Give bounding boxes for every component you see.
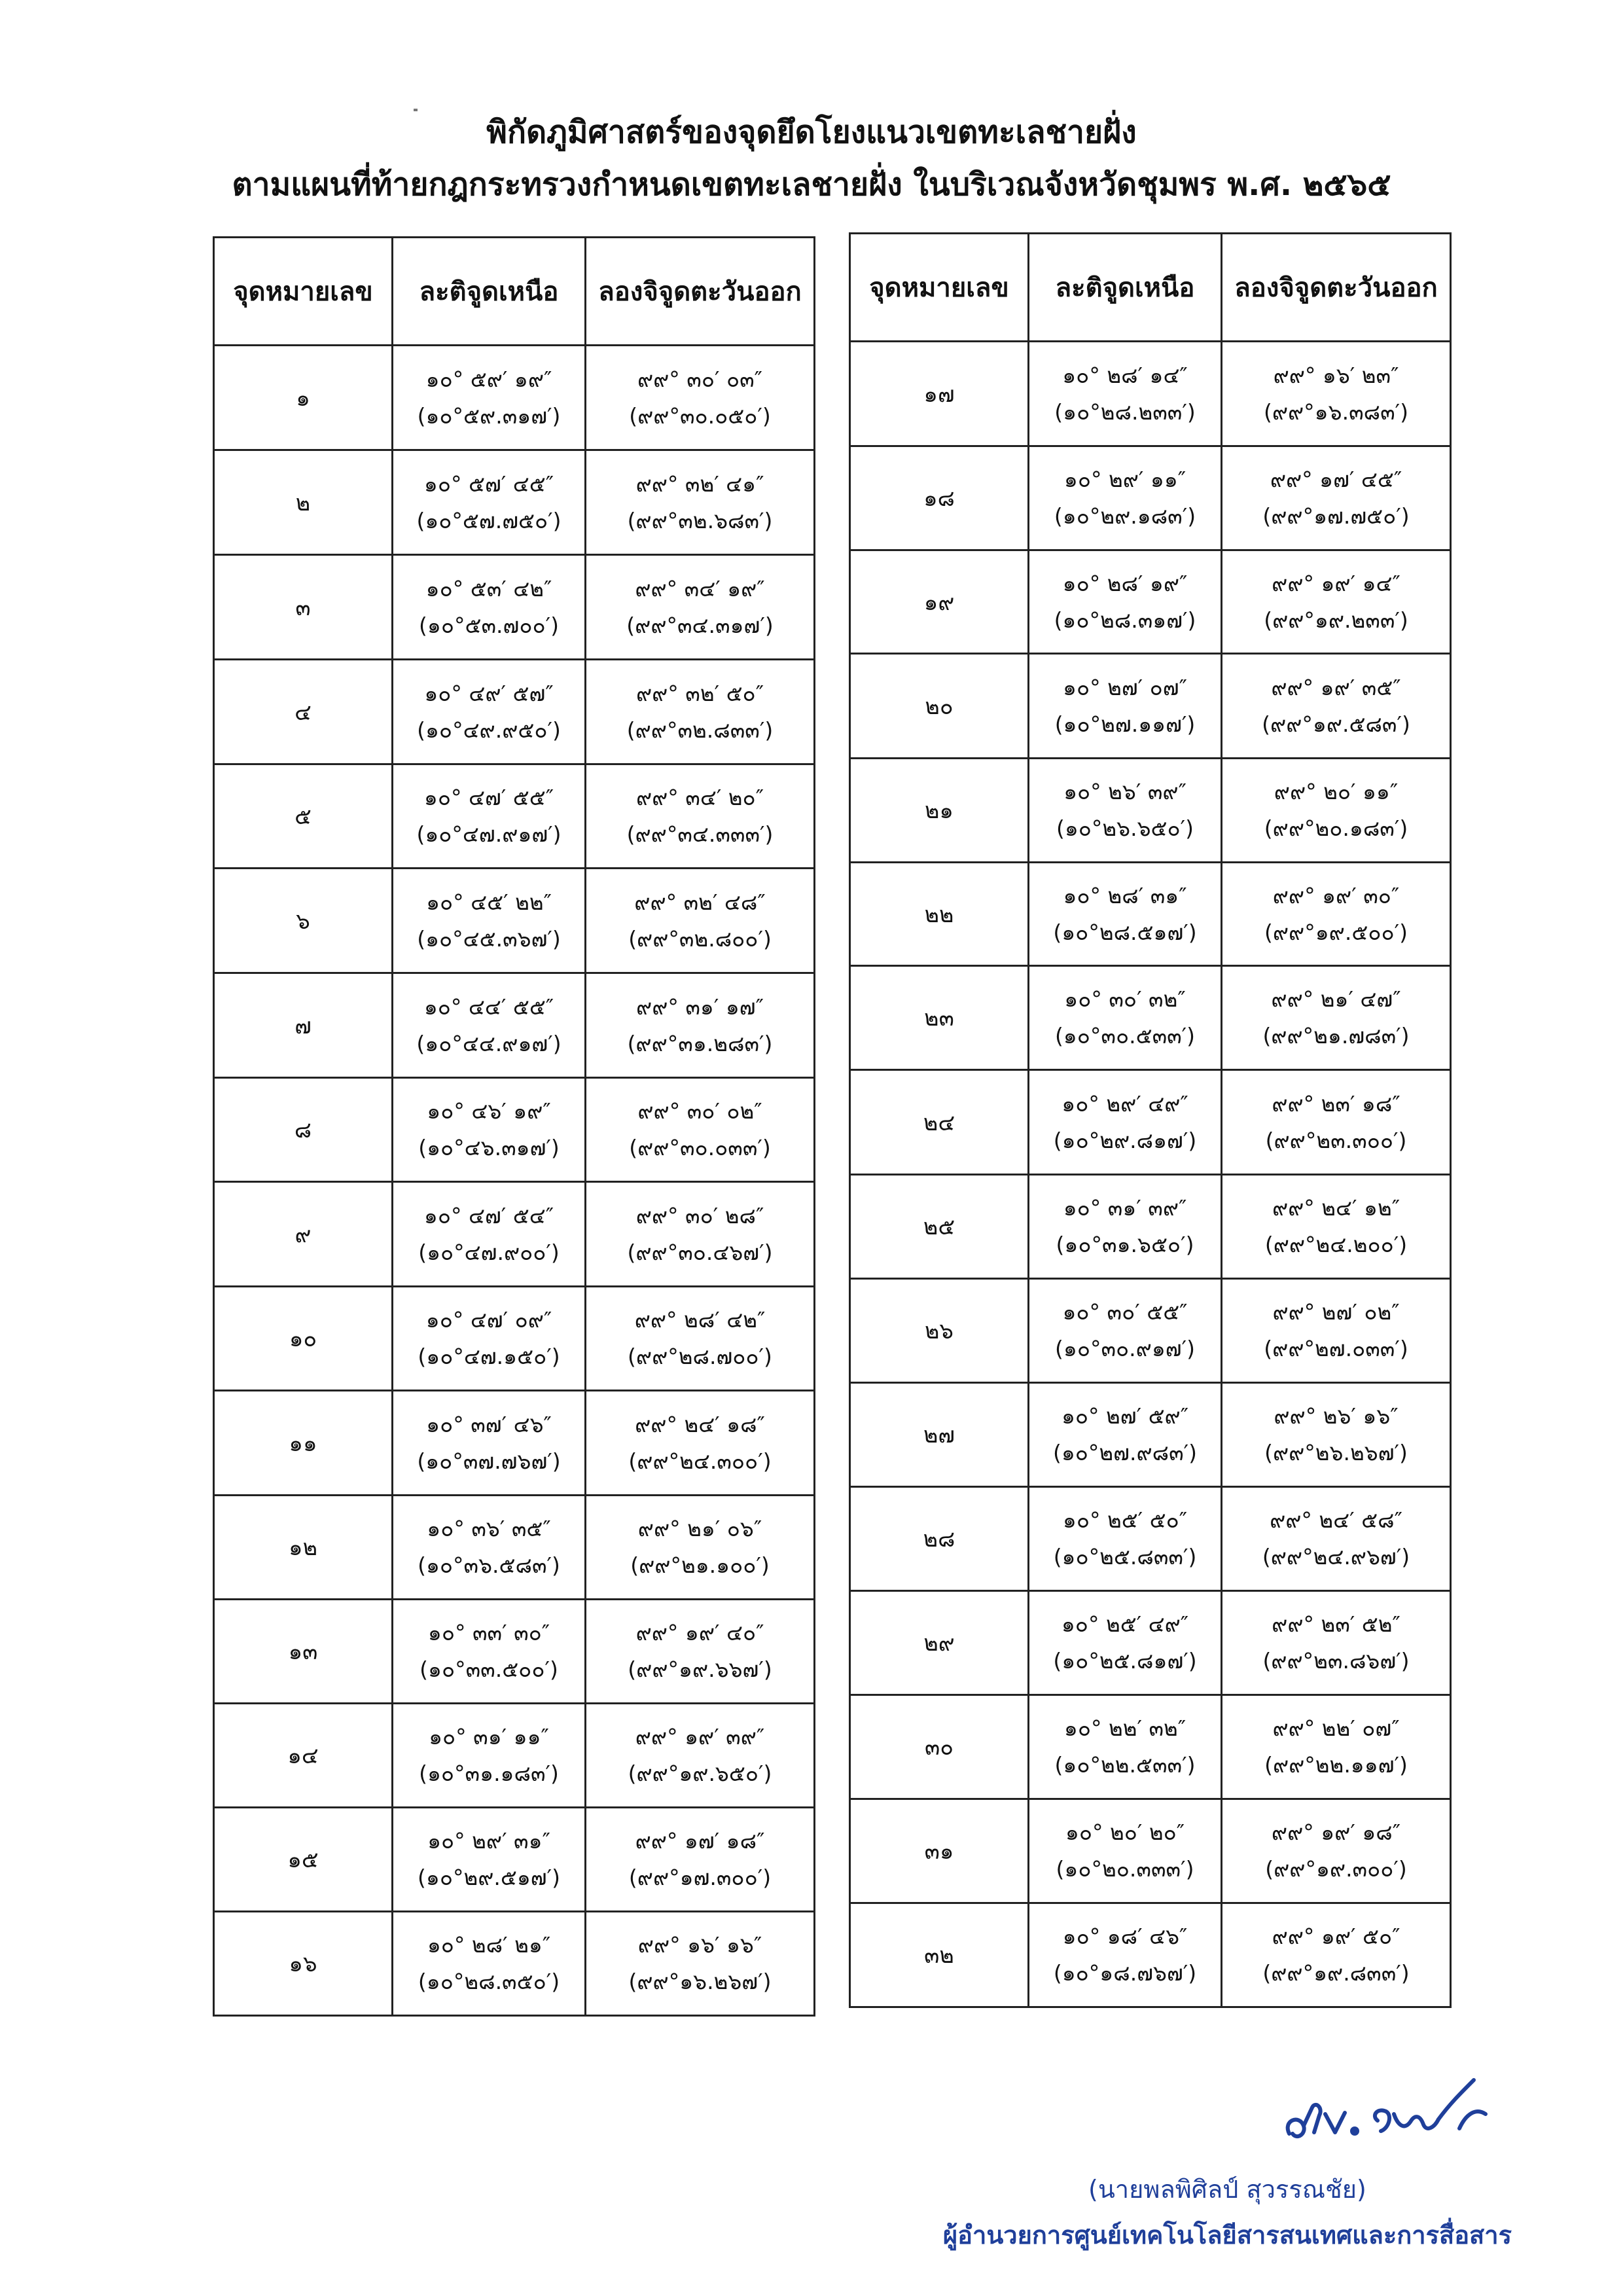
point-number: ๑๒ bbox=[214, 1496, 393, 1600]
latitude-cell bbox=[1029, 342, 1222, 446]
latitude-decimal: (๑๐°๒๖.๖๕๐′) bbox=[1056, 816, 1194, 841]
latitude-cell bbox=[1029, 446, 1222, 550]
header-point-number: จุดหมายเลข bbox=[214, 238, 393, 346]
latitude-dms: ๑๐° ๓๐′ ๕๕″ bbox=[1062, 1299, 1188, 1325]
longitude-dms: ๙๙° ๑๙′ ๓๐″ bbox=[1272, 882, 1400, 908]
latitude-dms: ๑๐° ๔๕′ ๒๒″ bbox=[426, 889, 552, 915]
latitude-decimal: (๑๐°๕๓.๗๐๐′) bbox=[419, 612, 559, 638]
latitude-decimal: (๑๐°๒๒.๕๓๓′) bbox=[1054, 1752, 1196, 1778]
latitude-dms: ๑๐° ๕๙′ ๑๙″ bbox=[425, 366, 552, 392]
latitude-cell bbox=[393, 869, 586, 973]
point-number: ๒๔ bbox=[850, 1070, 1029, 1175]
latitude-decimal: (๑๐°๒๘.๓๕๐′) bbox=[418, 1969, 560, 1994]
table-row bbox=[850, 550, 1451, 654]
table-row bbox=[850, 1695, 1451, 1799]
latitude-decimal: (๑๐°๓๑.๑๘๓′) bbox=[419, 1761, 559, 1786]
latitude-decimal: (๑๐°๔๗.๑๕๐′) bbox=[418, 1344, 560, 1369]
longitude-dms: ๙๙° ๒๖′ ๑๖″ bbox=[1274, 1403, 1399, 1429]
latitude-cell bbox=[393, 1182, 586, 1287]
latitude-cell bbox=[1029, 1175, 1222, 1279]
longitude-decimal: (๙๙°๒๗.๐๓๓′) bbox=[1264, 1336, 1408, 1361]
point-number: ๒๗ bbox=[850, 1383, 1029, 1487]
point-number: ๓๑ bbox=[850, 1799, 1029, 1903]
longitude-cell bbox=[1222, 1903, 1451, 2007]
latitude-decimal: (๑๐°๓๖.๕๘๓′) bbox=[418, 1552, 560, 1578]
longitude-decimal: (๙๙°๒๒.๑๑๗′) bbox=[1264, 1752, 1408, 1778]
latitude-dms: ๑๐° ๒๐′ ๒๐″ bbox=[1065, 1820, 1185, 1845]
table-row bbox=[214, 450, 815, 555]
latitude-dms: ๑๐° ๒๘′ ๒๑″ bbox=[427, 1932, 551, 1958]
point-number: ๑๗ bbox=[850, 342, 1029, 446]
latitude-cell bbox=[1029, 1279, 1222, 1383]
table-row bbox=[850, 1279, 1451, 1383]
longitude-cell bbox=[1222, 966, 1451, 1070]
longitude-cell bbox=[1222, 1383, 1451, 1487]
longitude-cell bbox=[586, 346, 815, 450]
table-row bbox=[214, 1600, 815, 1704]
handwritten-signature bbox=[1263, 2068, 1512, 2160]
table-row bbox=[214, 1182, 815, 1287]
longitude-decimal: (๙๙°๓๐.๐๓๓′) bbox=[629, 1135, 771, 1160]
longitude-decimal: (๙๙°๒๔.๓๐๐′) bbox=[628, 1448, 772, 1474]
longitude-decimal: (๙๙°๓๔.๓๓๓′) bbox=[626, 821, 774, 847]
table-row bbox=[850, 1799, 1451, 1903]
table-row bbox=[850, 1487, 1451, 1591]
signatory-position: ผู้อำนวยการศูนย์เทคโนโลยีสารสนเทศและการสื่อสาร bbox=[942, 2221, 1512, 2250]
longitude-cell bbox=[1222, 1070, 1451, 1175]
latitude-dms: ๑๐° ๓๗′ ๔๖″ bbox=[426, 1411, 552, 1437]
latitude-dms: ๑๐° ๒๙′ ๓๑″ bbox=[427, 1828, 550, 1854]
point-number: ๖ bbox=[214, 869, 393, 973]
longitude-cell bbox=[586, 764, 815, 869]
latitude-dms: ๑๐° ๔๙′ ๕๗″ bbox=[424, 680, 554, 706]
longitude-cell bbox=[1222, 759, 1451, 863]
point-number: ๙ bbox=[214, 1182, 393, 1287]
longitude-dms: ๙๙° ๒๔′ ๑๘″ bbox=[635, 1411, 765, 1437]
point-number: ๕ bbox=[214, 764, 393, 869]
latitude-cell bbox=[1029, 1695, 1222, 1799]
point-number: ๓ bbox=[214, 555, 393, 660]
longitude-decimal: (๙๙°๑๙.๕๘๓′) bbox=[1262, 711, 1410, 737]
point-number: ๘ bbox=[214, 1078, 393, 1182]
longitude-dms: ๙๙° ๑๖′ ๑๖″ bbox=[637, 1932, 762, 1958]
point-number: ๑๘ bbox=[850, 446, 1029, 550]
longitude-dms: ๙๙° ๑๙′ ๓๙″ bbox=[635, 1724, 765, 1749]
latitude-cell bbox=[1029, 966, 1222, 1070]
longitude-decimal: (๙๙°๒๔.๙๖๗′) bbox=[1262, 1544, 1410, 1570]
coordinates-table-left bbox=[213, 236, 815, 2017]
longitude-dms: ๙๙° ๑๗′ ๔๕″ bbox=[1270, 467, 1402, 492]
longitude-cell bbox=[1222, 1591, 1451, 1695]
longitude-cell bbox=[1222, 1175, 1451, 1279]
latitude-decimal: (๑๐°๔๔.๙๑๗′) bbox=[416, 1030, 562, 1056]
latitude-cell bbox=[1029, 1799, 1222, 1903]
latitude-decimal: (๑๐°๒๘.๒๓๓′) bbox=[1054, 399, 1196, 425]
longitude-decimal: (๙๙°๓๒.๘๐๐′) bbox=[628, 925, 772, 952]
table-row bbox=[214, 869, 815, 973]
latitude-dms: ๑๐° ๒๒′ ๓๒″ bbox=[1063, 1715, 1186, 1741]
latitude-decimal: (๑๐°๔๗.๙๐๐′) bbox=[418, 1239, 560, 1265]
longitude-cell bbox=[1222, 1279, 1451, 1383]
latitude-dms: ๑๐° ๔๗′ ๕๔″ bbox=[423, 1202, 554, 1229]
longitude-dms: ๙๙° ๓๒′ ๔๘″ bbox=[634, 889, 766, 915]
point-number: ๒๖ bbox=[850, 1279, 1029, 1383]
latitude-dms: ๑๐° ๒๗′ ๕๙″ bbox=[1061, 1403, 1189, 1429]
longitude-dms: ๙๙° ๓๔′ ๒๐″ bbox=[635, 785, 764, 810]
point-number: ๒๕ bbox=[850, 1175, 1029, 1279]
latitude-cell bbox=[393, 660, 586, 764]
latitude-decimal: (๑๐°๒๙.๕๑๗′) bbox=[418, 1865, 560, 1890]
longitude-decimal: (๙๙°๒๓.๘๖๗′) bbox=[1262, 1648, 1410, 1674]
latitude-cell bbox=[393, 973, 586, 1078]
latitude-decimal: (๑๐°๒๙.๑๘๓′) bbox=[1054, 503, 1196, 529]
latitude-cell bbox=[393, 1078, 586, 1182]
latitude-dms: ๑๐° ๓๐′ ๓๒″ bbox=[1064, 986, 1186, 1012]
table-row bbox=[850, 654, 1451, 759]
point-number: ๒๙ bbox=[850, 1591, 1029, 1695]
longitude-dms: ๙๙° ๓๔′ ๑๙″ bbox=[635, 575, 765, 601]
table-row bbox=[214, 555, 815, 660]
latitude-dms: ๑๐° ๒๘′ ๑๔″ bbox=[1062, 362, 1188, 388]
table-row bbox=[850, 342, 1451, 446]
point-number: ๑๙ bbox=[850, 550, 1029, 654]
latitude-decimal: (๑๐°๒๘.๓๑๗′) bbox=[1054, 607, 1196, 633]
table-row bbox=[214, 1496, 815, 1600]
longitude-dms: ๙๙° ๒๘′ ๔๒″ bbox=[634, 1307, 766, 1333]
longitude-cell bbox=[586, 1391, 815, 1496]
point-number: ๒ bbox=[214, 450, 393, 555]
longitude-dms: ๙๙° ๒๓′ ๑๘″ bbox=[1272, 1090, 1400, 1117]
point-number: ๑๖ bbox=[214, 1912, 393, 2016]
longitude-cell bbox=[586, 1600, 815, 1704]
longitude-cell bbox=[586, 1496, 815, 1600]
latitude-cell bbox=[393, 1704, 586, 1808]
longitude-decimal: (๙๙°๓๒.๘๓๓′) bbox=[626, 717, 774, 743]
longitude-decimal: (๙๙°๓๒.๖๘๓′) bbox=[627, 507, 773, 533]
latitude-dms: ๑๐° ๓๖′ ๓๕″ bbox=[427, 1516, 551, 1541]
longitude-cell bbox=[586, 1912, 815, 2016]
table-row bbox=[214, 1287, 815, 1391]
latitude-dms: ๑๐° ๓๑′ ๓๙″ bbox=[1063, 1195, 1187, 1221]
header-longitude: ลองจิจูดตะวันออก bbox=[1222, 234, 1451, 342]
longitude-cell bbox=[586, 869, 815, 973]
signatory-name: (นายพลพิศิลป์ สุวรรณชัย) bbox=[1088, 2175, 1366, 2204]
latitude-decimal: (๑๐°๔๗.๙๑๗′) bbox=[416, 821, 562, 847]
longitude-decimal: (๙๙°๒๖.๒๖๗′) bbox=[1264, 1440, 1408, 1465]
point-number: ๒๐ bbox=[850, 654, 1029, 759]
latitude-cell bbox=[1029, 1070, 1222, 1175]
longitude-dms: ๙๙° ๓๐′ ๐๒″ bbox=[637, 1098, 762, 1124]
longitude-decimal: (๙๙°๒๔.๒๐๐′) bbox=[1264, 1232, 1408, 1257]
table-header-row bbox=[214, 238, 815, 346]
longitude-dms: ๙๙° ๑๖′ ๒๓″ bbox=[1273, 362, 1399, 388]
point-number: ๓๐ bbox=[850, 1695, 1029, 1799]
longitude-cell bbox=[1222, 342, 1451, 446]
latitude-decimal: (๑๐°๕๙.๓๑๗′) bbox=[417, 403, 561, 429]
latitude-cell bbox=[393, 1912, 586, 2016]
longitude-dms: ๙๙° ๒๗′ ๐๒″ bbox=[1272, 1299, 1400, 1325]
latitude-cell bbox=[1029, 1487, 1222, 1591]
latitude-dms: ๑๐° ๔๗′ ๐๙″ bbox=[425, 1307, 552, 1333]
longitude-cell bbox=[586, 1704, 815, 1808]
latitude-cell bbox=[1029, 1903, 1222, 2007]
point-number: ๑๓ bbox=[214, 1600, 393, 1704]
table-row bbox=[850, 759, 1451, 863]
latitude-decimal: (๑๐°๒๙.๘๑๗′) bbox=[1053, 1127, 1197, 1153]
latitude-dms: ๑๐° ๒๗′ ๐๗″ bbox=[1063, 674, 1187, 700]
latitude-cell bbox=[393, 1391, 586, 1496]
latitude-decimal: (๑๐°๔๙.๙๕๐′) bbox=[417, 717, 561, 743]
longitude-dms: ๙๙° ๓๒′ ๕๐″ bbox=[635, 680, 764, 706]
latitude-dms: ๑๐° ๒๕′ ๕๐″ bbox=[1062, 1507, 1188, 1533]
latitude-cell bbox=[1029, 863, 1222, 966]
longitude-dms: ๙๙° ๒๑′ ๐๖″ bbox=[637, 1516, 762, 1541]
latitude-dms: ๑๐° ๔๗′ ๕๕″ bbox=[423, 785, 554, 810]
longitude-decimal: (๙๙°๒๓.๓๐๐′) bbox=[1265, 1127, 1407, 1153]
longitude-dms: ๙๙° ๓๑′ ๑๗″ bbox=[636, 994, 764, 1020]
longitude-dms: ๙๙° ๑๙′ ๑๔″ bbox=[1272, 570, 1400, 596]
point-number: ๑๐ bbox=[214, 1287, 393, 1391]
table-row bbox=[850, 1903, 1451, 2007]
longitude-dms: ๙๙° ๒๔′ ๑๒″ bbox=[1272, 1195, 1400, 1221]
latitude-cell bbox=[1029, 1591, 1222, 1695]
longitude-cell bbox=[586, 1078, 815, 1182]
longitude-decimal: (๙๙°๑๗.๓๐๐′) bbox=[628, 1865, 772, 1890]
longitude-decimal: (๙๙°๒๘.๗๐๐′) bbox=[628, 1344, 772, 1369]
table-row bbox=[214, 1704, 815, 1808]
latitude-dms: ๑๐° ๑๘′ ๔๖″ bbox=[1062, 1924, 1188, 1949]
latitude-cell bbox=[393, 1600, 586, 1704]
table-body-left bbox=[214, 346, 815, 2016]
point-number: ๑๑ bbox=[214, 1391, 393, 1496]
point-number: ๒๓ bbox=[850, 966, 1029, 1070]
longitude-decimal: (๙๙°๒๐.๑๘๓′) bbox=[1264, 816, 1408, 841]
latitude-decimal: (๑๐°๒๗.๙๘๓′) bbox=[1052, 1440, 1198, 1465]
latitude-dms: ๑๐° ๓๑′ ๑๑″ bbox=[429, 1724, 549, 1749]
longitude-dms: ๙๙° ๑๗′ ๑๘″ bbox=[635, 1828, 765, 1854]
point-number: ๒๑ bbox=[850, 759, 1029, 863]
longitude-decimal: (๙๙°๑๙.๓๐๐′) bbox=[1265, 1856, 1407, 1882]
longitude-cell bbox=[586, 1808, 815, 1912]
latitude-cell bbox=[393, 1287, 586, 1391]
longitude-dms: ๙๙° ๒๐′ ๑๑″ bbox=[1274, 779, 1399, 804]
latitude-dms: ๑๐° ๕๗′ ๔๕″ bbox=[423, 471, 554, 497]
table-row bbox=[850, 966, 1451, 1070]
longitude-cell bbox=[1222, 1799, 1451, 1903]
latitude-decimal: (๑๐°๑๘.๗๖๗′) bbox=[1053, 1960, 1197, 1986]
longitude-decimal: (๙๙°๑๙.๒๓๓′) bbox=[1264, 607, 1408, 633]
longitude-dms: ๙๙° ๑๙′ ๕๐″ bbox=[1272, 1924, 1400, 1949]
coordinates-table-right bbox=[849, 232, 1452, 2008]
point-number: ๗ bbox=[214, 973, 393, 1078]
latitude-dms: ๑๐° ๒๙′ ๑๑″ bbox=[1063, 467, 1186, 492]
longitude-cell bbox=[1222, 446, 1451, 550]
longitude-decimal: (๙๙°๑๖.๒๖๗′) bbox=[628, 1969, 772, 1994]
point-number: ๑ bbox=[214, 346, 393, 450]
longitude-cell bbox=[586, 973, 815, 1078]
table-row bbox=[214, 660, 815, 764]
latitude-decimal: (๑๐°๒๕.๘๑๗′) bbox=[1053, 1648, 1197, 1674]
longitude-cell bbox=[586, 1182, 815, 1287]
latitude-cell bbox=[393, 555, 586, 660]
longitude-dms: ๙๙° ๑๙′ ๑๘″ bbox=[1271, 1820, 1401, 1845]
longitude-decimal: (๙๙°๓๐.๔๖๗′) bbox=[627, 1239, 773, 1265]
longitude-decimal: (๙๙°๑๖.๓๘๓′) bbox=[1263, 399, 1409, 425]
latitude-dms: ๑๐° ๒๙′ ๔๙″ bbox=[1061, 1090, 1188, 1117]
longitude-decimal: (๙๙°๓๑.๒๘๓′) bbox=[627, 1030, 773, 1056]
latitude-decimal: (๑๐°๒๐.๓๓๓′) bbox=[1056, 1856, 1194, 1882]
point-number: ๓๒ bbox=[850, 1903, 1029, 2007]
longitude-decimal: (๙๙°๒๑.๑๐๐′) bbox=[630, 1552, 770, 1578]
latitude-decimal: (๑๐°๒๘.๕๑๗′) bbox=[1053, 919, 1197, 945]
table-row bbox=[214, 1391, 815, 1496]
longitude-decimal: (๙๙°๑๙.๖๖๗′) bbox=[628, 1657, 772, 1682]
document-title: พิกัดภูมิศาสตร์ของจุดยึดโยงแนวเขตทะเลชายฝั่ง bbox=[486, 114, 1137, 151]
latitude-dms: ๑๐° ๒๕′ ๔๙″ bbox=[1061, 1611, 1189, 1637]
longitude-cell bbox=[1222, 550, 1451, 654]
table-row bbox=[850, 1383, 1451, 1487]
longitude-dms: ๙๙° ๒๒′ ๐๗″ bbox=[1272, 1715, 1400, 1741]
longitude-decimal: (๙๙°๑๙.๘๓๓′) bbox=[1262, 1960, 1410, 1986]
latitude-decimal: (๑๐°๒๗.๑๑๗′) bbox=[1054, 711, 1196, 737]
table-header-row bbox=[850, 234, 1451, 342]
latitude-dms: ๑๐° ๒๖′ ๓๙″ bbox=[1063, 779, 1186, 804]
longitude-dms: ๙๙° ๓๐′ ๐๓″ bbox=[637, 366, 763, 392]
latitude-dms: ๑๐° ๓๓′ ๓๐″ bbox=[427, 1620, 550, 1645]
latitude-dms: ๑๐° ๒๘′ ๓๑″ bbox=[1063, 882, 1187, 908]
latitude-cell bbox=[393, 1496, 586, 1600]
table-row bbox=[214, 1808, 815, 1912]
latitude-decimal: (๑๐°๓๐.๕๓๓′) bbox=[1054, 1023, 1196, 1049]
latitude-dms: ๑๐° ๒๘′ ๑๙″ bbox=[1062, 570, 1188, 596]
latitude-decimal: (๑๐°๓๐.๙๑๗′) bbox=[1055, 1336, 1195, 1361]
signature-block bbox=[943, 2068, 1512, 2258]
longitude-dms: ๙๙° ๑๙′ ๔๐″ bbox=[635, 1620, 764, 1645]
longitude-decimal: (๙๙°๑๗.๗๕๐′) bbox=[1262, 503, 1410, 529]
table-row bbox=[850, 1591, 1451, 1695]
longitude-cell bbox=[1222, 1487, 1451, 1591]
longitude-dms: ๙๙° ๓๒′ ๔๑″ bbox=[635, 471, 764, 497]
latitude-cell bbox=[1029, 759, 1222, 863]
longitude-cell bbox=[586, 660, 815, 764]
table-row bbox=[214, 1912, 815, 2016]
latitude-cell bbox=[1029, 654, 1222, 759]
latitude-decimal: (๑๐°๓๑.๖๕๐′) bbox=[1056, 1232, 1194, 1257]
point-number: ๑๕ bbox=[214, 1808, 393, 1912]
longitude-decimal: (๙๙°๓๔.๓๑๗′) bbox=[626, 612, 774, 638]
header-latitude: ละติจูดเหนือ bbox=[1029, 234, 1222, 342]
latitude-cell bbox=[393, 450, 586, 555]
latitude-decimal: (๑๐°๔๕.๓๖๗′) bbox=[417, 925, 561, 952]
latitude-dms: ๑๐° ๔๖′ ๑๙″ bbox=[427, 1098, 551, 1124]
point-number: ๑๔ bbox=[214, 1704, 393, 1808]
header-latitude: ละติจูดเหนือ bbox=[393, 238, 586, 346]
point-number: ๒๒ bbox=[850, 863, 1029, 966]
longitude-cell bbox=[1222, 1695, 1451, 1799]
latitude-dms: ๑๐° ๔๔′ ๕๕″ bbox=[423, 994, 554, 1020]
latitude-cell bbox=[393, 346, 586, 450]
longitude-dms: ๙๙° ๓๐′ ๒๘″ bbox=[635, 1202, 764, 1229]
table-row bbox=[214, 764, 815, 869]
longitude-cell bbox=[586, 1287, 815, 1391]
latitude-decimal: (๑๐°๕๗.๗๕๐′) bbox=[416, 507, 562, 533]
table-row bbox=[214, 1078, 815, 1182]
table-row bbox=[850, 1070, 1451, 1175]
latitude-cell bbox=[1029, 1383, 1222, 1487]
longitude-decimal: (๙๙°๑๙.๖๕๐′) bbox=[628, 1761, 772, 1786]
point-number: ๒๘ bbox=[850, 1487, 1029, 1591]
table-body-right bbox=[850, 342, 1451, 2007]
longitude-cell bbox=[1222, 654, 1451, 759]
longitude-decimal: (๙๙°๓๐.๐๕๐′) bbox=[629, 403, 771, 429]
table-row bbox=[850, 446, 1451, 550]
table-row bbox=[214, 346, 815, 450]
longitude-decimal: (๙๙°๒๑.๗๘๓′) bbox=[1262, 1023, 1410, 1049]
longitude-cell bbox=[586, 555, 815, 660]
latitude-decimal: (๑๐°๒๕.๘๓๓′) bbox=[1053, 1544, 1197, 1570]
table-row bbox=[850, 863, 1451, 966]
longitude-cell bbox=[586, 450, 815, 555]
latitude-cell bbox=[393, 764, 586, 869]
latitude-decimal: (๑๐°๓๓.๕๐๐′) bbox=[419, 1657, 558, 1682]
latitude-cell bbox=[1029, 550, 1222, 654]
longitude-decimal: (๙๙°๑๙.๕๐๐′) bbox=[1264, 919, 1408, 945]
longitude-dms: ๙๙° ๑๙′ ๓๕″ bbox=[1271, 674, 1401, 700]
table-row bbox=[214, 973, 815, 1078]
latitude-decimal: (๑๐°๓๗.๗๖๗′) bbox=[417, 1448, 561, 1474]
longitude-dms: ๙๙° ๒๔′ ๕๘″ bbox=[1270, 1507, 1402, 1533]
latitude-decimal: (๑๐°๔๖.๓๑๗′) bbox=[418, 1135, 560, 1160]
header-longitude: ลองจิจูดตะวันออก bbox=[586, 238, 815, 346]
table-row bbox=[850, 1175, 1451, 1279]
latitude-cell bbox=[393, 1808, 586, 1912]
header-point-number: จุดหมายเลข bbox=[850, 234, 1029, 342]
longitude-dms: ๙๙° ๒๑′ ๔๗″ bbox=[1271, 986, 1401, 1012]
point-number: ๔ bbox=[214, 660, 393, 764]
latitude-dms: ๑๐° ๕๓′ ๔๒″ bbox=[425, 575, 552, 601]
document-subtitle: ตามแผนที่ท้ายกฎกระทรวงกำหนดเขตทะเลชายฝั่ง ในบริเวณจังหวัดชุมพร พ.ศ. ๒๕๖๕ bbox=[232, 166, 1391, 203]
longitude-dms: ๙๙° ๒๓′ ๕๒″ bbox=[1272, 1611, 1400, 1637]
longitude-cell bbox=[1222, 863, 1451, 966]
